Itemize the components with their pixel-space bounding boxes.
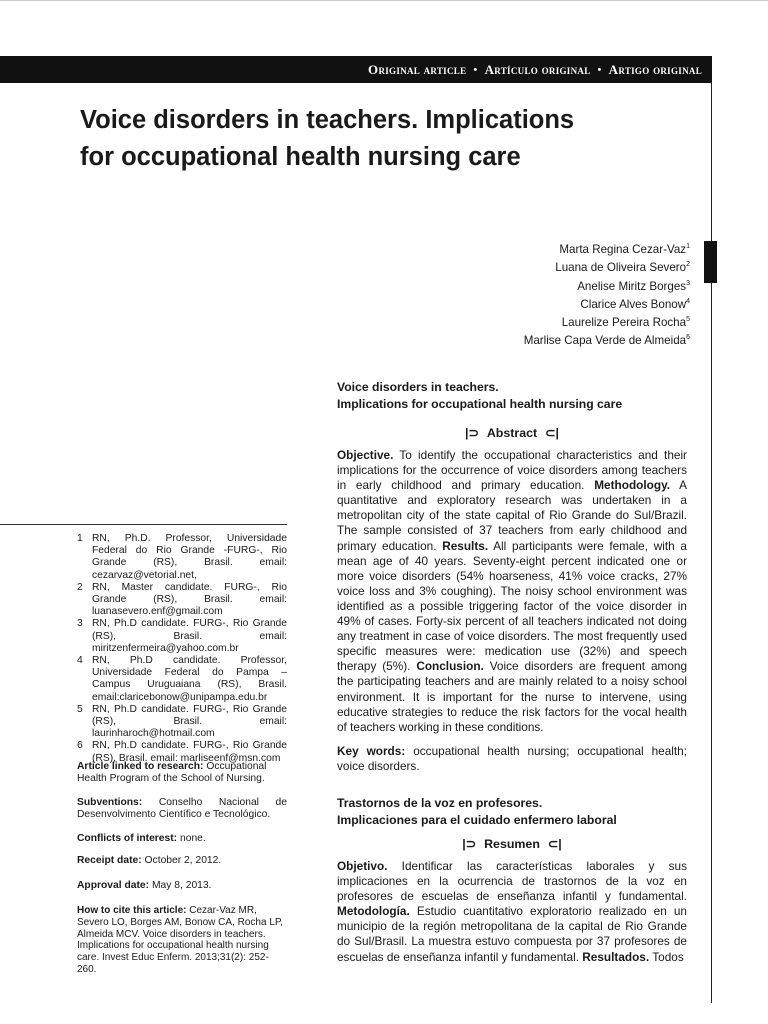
- abstract-heading: |⊃ Abstract ⊂|: [465, 425, 559, 440]
- receipt-date: Receipt date: October 2, 2012.: [77, 855, 222, 866]
- title-line-1: Voice disorders in teachers. Implications: [80, 106, 575, 134]
- resumen-heading: |⊃ Resumen ⊂|: [462, 836, 562, 851]
- citation-note: How to cite this article: Cezar-Vaz MR, Severo LO, Borges AM, Bonow CA, Rocha LP, Almeida MCV. Voice disorders in teachers. Implications for occupational health nursing care. Invest Educ Enferm. 2013;31(2): 252-260.: [77, 905, 284, 975]
- subventions-note: Subventions: Conselho Nacional de Desenvolvimento Científico e Tecnológico.: [77, 797, 287, 821]
- affiliation-item: 3 RN, Ph.D candidate. FURG-, Rio Grande (RS), Brasil. email: miritzenfermeira@yahoo.com.br: [77, 618, 287, 654]
- bracket-open-icon: |⊃: [462, 837, 477, 851]
- page-edge-marker: [704, 241, 717, 283]
- affiliation-item: 5 RN, Ph.D candidate. FURG-, Rio Grande (RS), Brasil. email: laurinharoch@hotmail.com: [77, 703, 287, 740]
- bracket-close-icon: ⊂|: [547, 837, 562, 851]
- top-edge-rule: [0, 0, 768, 1]
- author: Clarice Alves Bonow$^4$: [580, 297, 690, 311]
- article-title: [80, 102, 680, 176]
- title-line-2: for occupational health nursing care: [80, 143, 521, 171]
- banner-separator: •: [597, 63, 602, 76]
- affiliation-item: 4 RN, Ph.D candidate. Professor, Universidade Federal do Pampa – Campus Uruguaiana (RS), Brasil. email:claricebonow@unipampa.edu.br: [77, 655, 287, 703]
- banner-label-spanish: Artículo original: [484, 61, 591, 77]
- author: Marta Regina Cezar-Vaz$^1$: [559, 242, 690, 256]
- abstract-body: Objective. To identify the occupational characteristics and their implications for the occurrence of voice disorders among teachers in early childhood and primary education. Methodology. A quantitative and exploratory research was undertaken in a metropolitan city of the state capital of Rio Grande do Sul/Brazil. The sample consisted of 37 teachers from early childhood and primary education. Results. All participants were female, with a mean age of 40 years. Seventy-eight percent indicated one or more voice disorders (54% hoarseness, 41% voice cracks, 27% voice loss and 3% coughing). The noisy school environment was identified as a possible triggering factor of the voice disorder in 49% of cases. Forty-six percent of all teachers indicated not doing any treatment in case of voice disorders. The most frequently used specific measures were: medication use (32%) and speech therapy (5%). Conclusion. Voice disorders are frequent among the participating teachers and are mainly related to a noisy school environment. It is important for the nurse to intervene, using educative strategies to reduce the risk factors for the vocal health of teachers working in these conditions.: [337, 448, 688, 734]
- author: Marlise Capa Verde de Almeida$^6$: [523, 334, 690, 348]
- footnote-rule: [0, 524, 287, 525]
- affiliation-item: 6 RN, Ph.D candidate. FURG-, Rio Grande (RS), Brasil. email: marliseenf@msn.com: [77, 740, 287, 764]
- resumen-title-line-1: Trastornos de la voz en profesores.: [337, 796, 543, 810]
- banner-label-english: Original article: [368, 61, 467, 77]
- resumen-title-line-2: Implicaciones para el cuidado enfermero laboral: [337, 812, 617, 827]
- approval-date: Approval date: May 8, 2013.: [77, 880, 212, 891]
- author-list: [524, 239, 690, 349]
- author: Anelise Miritz Borges$^3$: [577, 279, 690, 293]
- spanish-abstract: [337, 795, 687, 965]
- abstract-title-line-2: Implications for occupational health nursing care: [337, 396, 623, 411]
- conflicts-note: Conflicts of interest: none.: [77, 833, 206, 844]
- abstract-title-line-1: Voice disorders in teachers.: [337, 380, 499, 394]
- banner-label-portuguese: Artigo original: [608, 61, 702, 77]
- article-linked-note: Article linked to research: Occupational Health Program of the School of Nursing.: [77, 761, 267, 785]
- article-type-banner: [0, 56, 712, 83]
- affiliation-list: [77, 533, 287, 765]
- resumen-body: Objetivo. Identificar las características laborales y sus implicaciones en la ocurrencia de trastornos de la voz en profesores de escuelas de enseñanza infantil y fundamental. Metodología. Estudio cuantitativo exploratorio realizado en un municipio de la región metropolitana de la capital de Rio Grande do Sul/Brasil. La muestra estuvo compuesta por 37 profesores de escuelas de enseñanza infantil y fundamental. Resultados. Todos: [337, 859, 687, 964]
- right-margin-rule: [711, 83, 712, 1003]
- author: Luana de Oliveira Severo$^2$: [555, 261, 690, 275]
- affiliation-item: 2 RN, Master candidate. FURG-, Rio Grande (RS), Brasil. email: luanasevero.enf@gmail.com: [77, 581, 287, 618]
- author: Laurelize Pereira Rocha$^5$: [561, 315, 690, 329]
- abstract-keywords: Key words: occupational health nursing; occupational health; voice disorders.: [337, 743, 688, 773]
- affiliation-item: 1 RN, Ph.D. Professor, Universidade Federal do Rio Grande -FURG-, Rio Grande (RS), Brasil. email: cezarvaz@vetorial.net,: [77, 533, 287, 581]
- english-abstract: [337, 379, 687, 774]
- bracket-close-icon: ⊂|: [545, 426, 559, 440]
- banner-separator: •: [473, 63, 478, 76]
- bracket-open-icon: |⊃: [465, 426, 479, 440]
